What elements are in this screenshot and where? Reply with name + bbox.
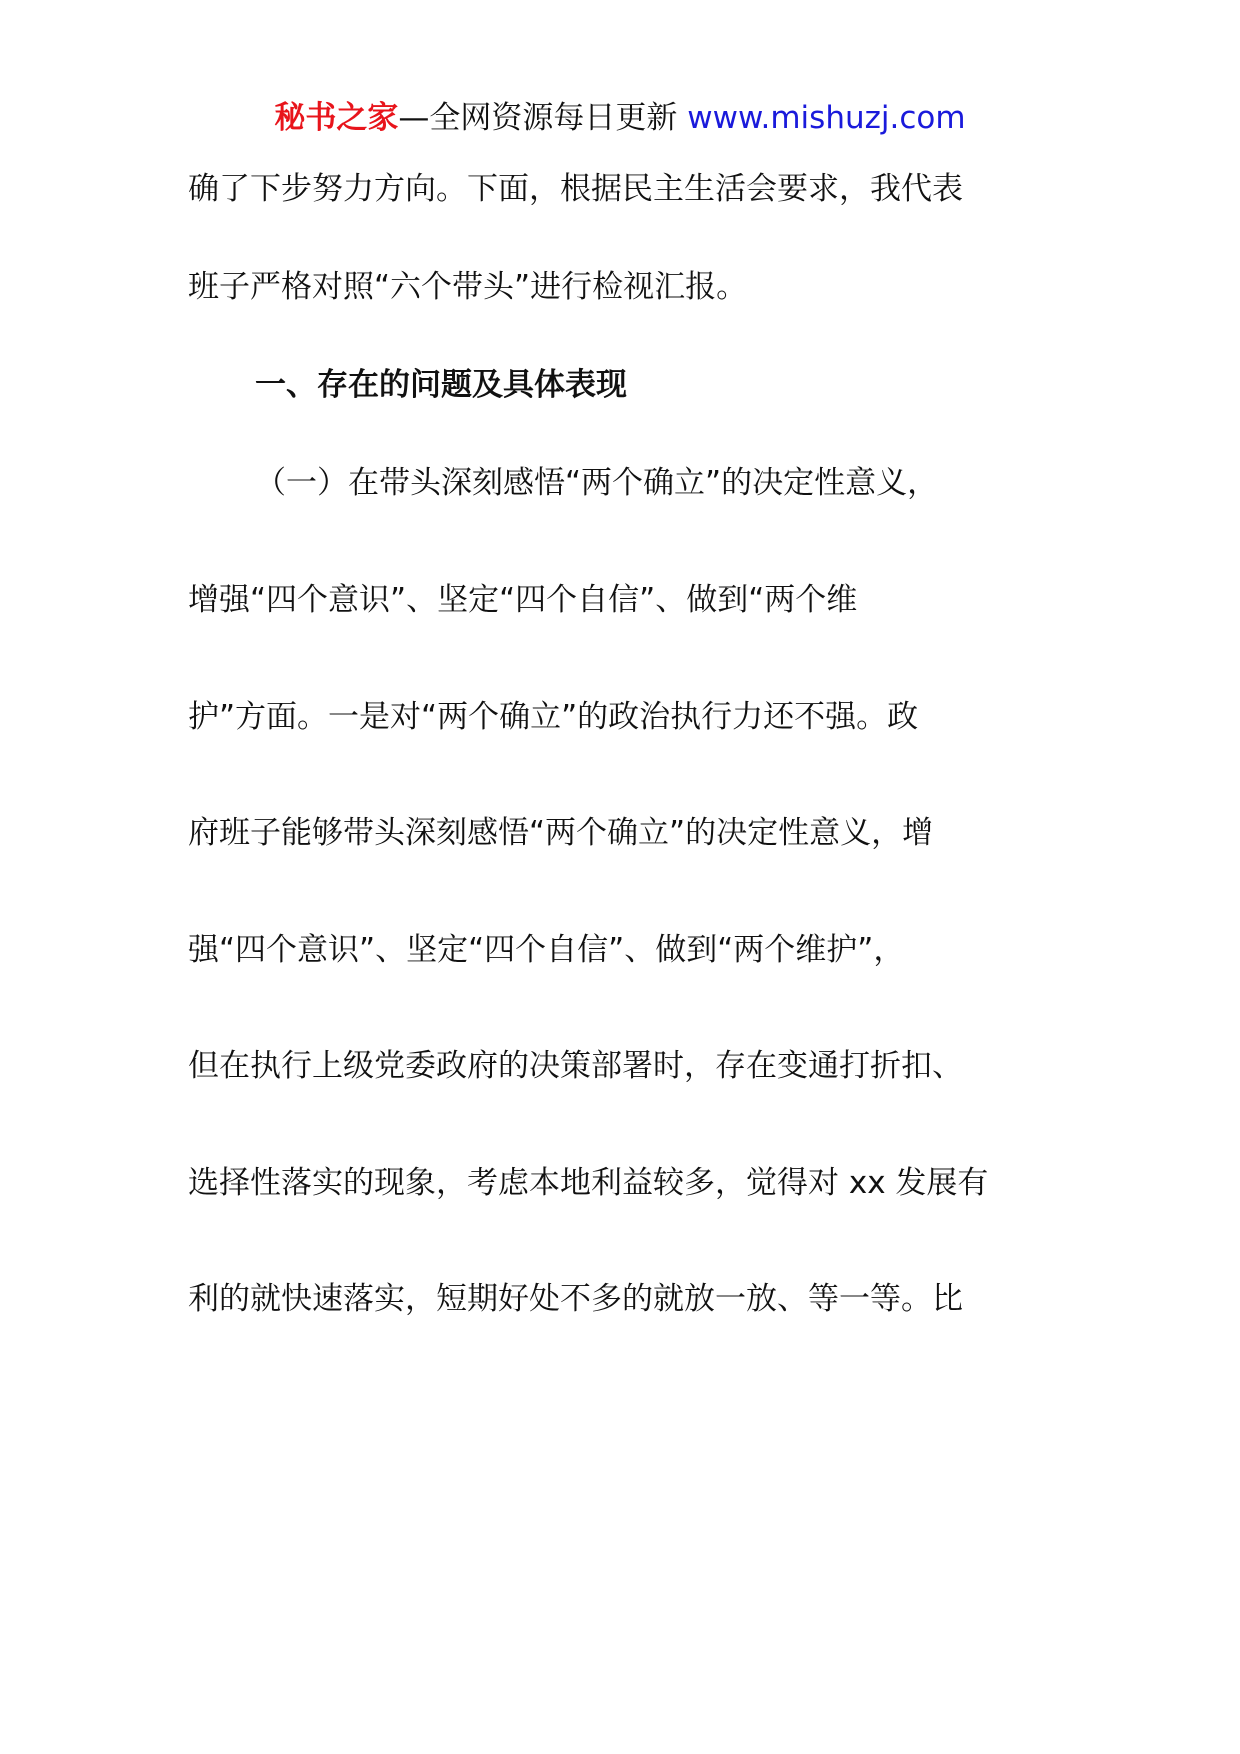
header-tagline: —全网资源每日更新	[398, 100, 688, 136]
body-line-7: 府班子能够带头深刻感悟“两个确立”的决定性意义，增	[188, 815, 934, 851]
body-line-9: 但在执行上级党委政府的决策部署时，存在变通打折扣、	[188, 1048, 963, 1084]
body-line-1: 确了下步努力方向。下面，根据民主生活会要求，我代表	[188, 171, 963, 207]
body-line-6: 护”方面。一是对“两个确立”的政治执行力还不强。政	[188, 699, 919, 735]
section-heading: 一、存在的问题及具体表现	[255, 367, 627, 403]
brand-name: 秘书之家	[274, 100, 399, 136]
body-line-2: 班子严格对照“六个带头”进行检视汇报。	[188, 269, 748, 305]
body-line-8: 强“四个意识”、坚定“四个自信”、做到“两个维护”，	[188, 932, 905, 968]
body-line-10: 选择性落实的现象，考虑本地利益较多，觉得对 xx 发展有	[188, 1165, 989, 1201]
watermark-header	[0, 98, 1240, 138]
body-line-5: 增强“四个意识”、坚定“四个自信”、做到“两个维	[188, 582, 858, 618]
site-url-link[interactable]: www.mishuzj.com	[687, 100, 966, 136]
subsection-heading-line: （一）在带头深刻感悟“两个确立”的决定性意义，	[255, 465, 939, 501]
body-line-11: 利的就快速落实，短期好处不多的就放一放、等一等。比	[188, 1281, 963, 1317]
